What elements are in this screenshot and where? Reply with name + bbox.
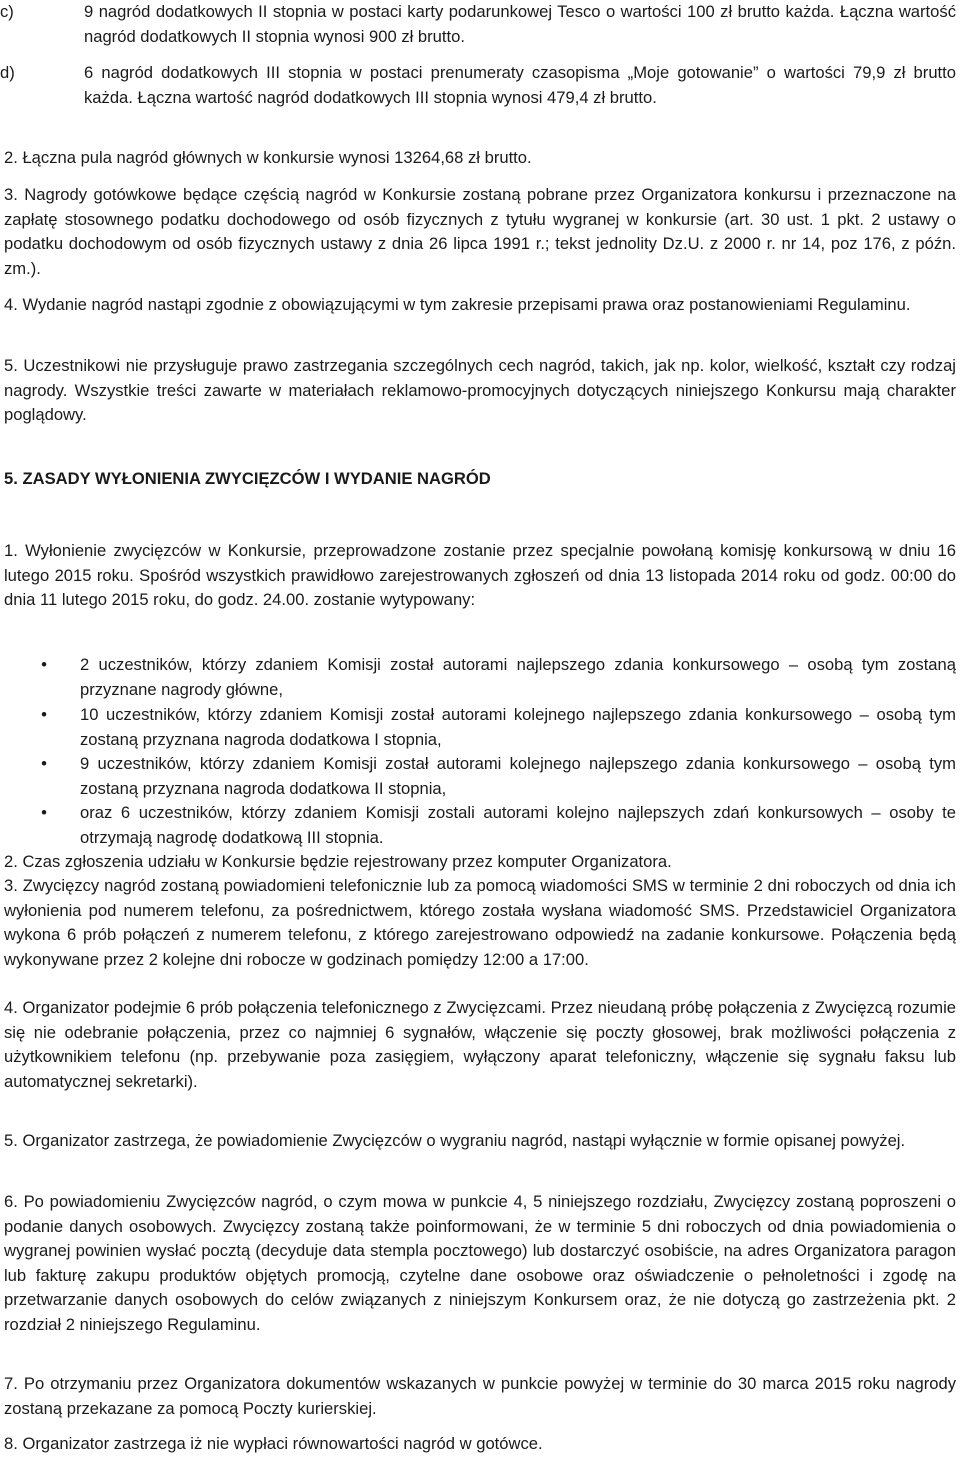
- paragraph: 6. Po powiadomieniu Zwycięzców nagród, o czym mowa w punkcie 4, 5 niniejszego rozdziału, Zwycięzcy zostaną poproszeni o podanie danych osobowych. Zwycięzcy zostaną także poinformowani, że w terminie 5 dni roboczych od dnia powiadomienia o wygranej powinien wysłać pocztą (decyduje data stempla pocztowego) lub dostarczyć osobiście, na adres Organizatora paragon lub fakturę zakupu produktów objętych promocją, czytelne dane osobowe oraz oświadczenie o pełnoletności i zgodę na przetwarzanie danych osobowych do celów związanych z niniejszym Konkursem oraz, że nie dotyczą go zastrzeżenia pkt. 2 rozdział 2 niniejszego Regulaminu.: [4, 1192, 956, 1334]
- list-item-text: oraz 6 uczestników, którzy zdaniem Komisji zostali autorami kolejno najlepszych zdań konkursowych – osoby te otrzymają nagrodę dodatkową III stopnia.: [80, 803, 956, 847]
- list-item-c: [0, 0, 956, 49]
- list-item-d: [0, 61, 956, 110]
- list-item: [41, 703, 956, 752]
- list-item: [41, 752, 956, 801]
- list-item: [41, 653, 956, 702]
- list-item-label: d): [0, 63, 15, 82]
- paragraph: 5. Organizator zastrzega, że powiadomienie Zwycięzców o wygraniu nagród, nastąpi wyłącznie w formie opisanej powyżej.: [4, 1131, 906, 1150]
- paragraph: 3. Zwycięzcy nagród zostaną powiadomieni telefonicznie lub za pomocą wiadomości SMS w terminie 2 dni roboczych od dnia ich wyłonienia pod numerem telefonu, za pośrednictwem, którego została wysłana wiadomość SMS. Przedstawiciel Organizatora wykona 6 prób połączeń z numerem telefonu, z którego zarejestrowano odpowiedź na zadanie konkursowe. Połączenia będą wykonywane przez 2 kolejne dni robocze w godzinach pomiędzy 12:00 a 17:00.: [4, 876, 956, 969]
- list-item-label: c): [0, 2, 14, 21]
- list-item-text: 2 uczestników, którzy zdaniem Komisji został autorami najlepszego zdania konkursowego – osobą tym zostaną przyznane nagrody główne,: [80, 655, 956, 699]
- paragraph: 4. Organizator podejmie 6 prób połączenia telefonicznego z Zwycięzcami. Przez nieudaną próbę połączenia z Zwycięzcą rozumie się nie odebranie połączenia, przez co najmniej 6 sygnałów, włączenie się poczty głosowej, brak możliwości połączenia z użytkownikiem telefonu (np. przebywanie poza zasięgiem, wyłączony aparat telefoniczny, włączenie się sygnału faksu lub automatycznej sekretarki).: [4, 998, 956, 1091]
- bullet-icon: •: [41, 705, 47, 724]
- list-item-text: 9 nagród dodatkowych II stopnia w postaci karty podarunkowej Tesco o wartości 100 zł brutto każda. Łączna wartość nagród dodatkowych II stopnia wynosi 900 zł brutto.: [84, 2, 956, 46]
- paragraph: 5. Uczestnikowi nie przysługuje prawo zastrzegania szczególnych cech nagród, takich, jak np. kolor, wielkość, kształt czy rodzaj nagrody. Wszystkie treści zawarte w materiałach reklamowo-promocyjnych dotyczących niniejszego Konkursu mają charakter poglądowy.: [4, 356, 956, 424]
- bullet-icon: •: [41, 754, 47, 773]
- list-item-text: 10 uczestników, którzy zdaniem Komisji został autorami kolejnego najlepszego zdania konkursowego – osobą tym zostaną przyznana nagroda dodatkowa I stopnia,: [80, 705, 956, 749]
- paragraph: 4. Wydanie nagród nastąpi zgodnie z obowiązującymi w tym zakresie przepisami prawa oraz postanowieniami Regulaminu.: [4, 295, 911, 314]
- list-item: [41, 801, 956, 850]
- paragraph: 2. Łączna pula nagród głównych w konkursie wynosi 13264,68 zł brutto.: [4, 148, 532, 167]
- bullet-icon: •: [41, 803, 47, 822]
- paragraph: 2. Czas zgłoszenia udziału w Konkursie będzie rejestrowany przez komputer Organizatora.: [4, 852, 672, 871]
- paragraph: 8. Organizator zastrzega iż nie wypłaci równowartości nagród w gotówce.: [4, 1434, 543, 1453]
- bullet-icon: •: [41, 655, 47, 674]
- section-heading: 5. ZASADY WYŁONIENIA ZWYCIĘZCÓW I WYDANIE NAGRÓD: [4, 469, 491, 488]
- paragraph: 7. Po otrzymaniu przez Organizatora dokumentów wskazanych w punkcie powyżej w terminie do 30 marca 2015 roku nagrody zostaną przekazane za pomocą Poczty kurierskiej.: [4, 1374, 956, 1418]
- list-item-text: 6 nagród dodatkowych III stopnia w postaci prenumeraty czasopisma „Moje gotowanie” o wartości 79,9 zł brutto każda. Łączna wartość nagród dodatkowych III stopnia wynosi 479,4 zł brutto.: [84, 63, 956, 107]
- paragraph: 3. Nagrody gotówkowe będące częścią nagród w Konkursie zostaną pobrane przez Organizatora konkursu i przeznaczone na zapłatę stosownego podatku dochodowego od osób fizycznych z tytułu wygranej w konkursie (art. 30 ust. 1 pkt. 2 ustawy o podatku dochodowym od osób fizycznych ustawy z dnia 26 lipca 1991 r.; tekst jednolity Dz.U. z 2000 r. nr 14, poz 176, z późn. zm.).: [4, 185, 956, 278]
- paragraph: 1. Wyłonienie zwycięzców w Konkursie, przeprowadzone zostanie przez specjalnie powołaną komisję konkursową w dniu 16 lutego 2015 roku. Spośród wszystkich prawidłowo zarejestrowanych zgłoszeń od dnia 13 listopada 2014 roku od godz. 00:00 do dnia 11 lutego 2015 roku, do godz. 24.00. zostanie wytypowany:: [4, 541, 956, 609]
- list-item-text: 9 uczestników, którzy zdaniem Komisji został autorami kolejnego najlepszego zdania konkursowego – osobą tym zostaną przyznana nagroda dodatkowa II stopnia,: [80, 754, 956, 798]
